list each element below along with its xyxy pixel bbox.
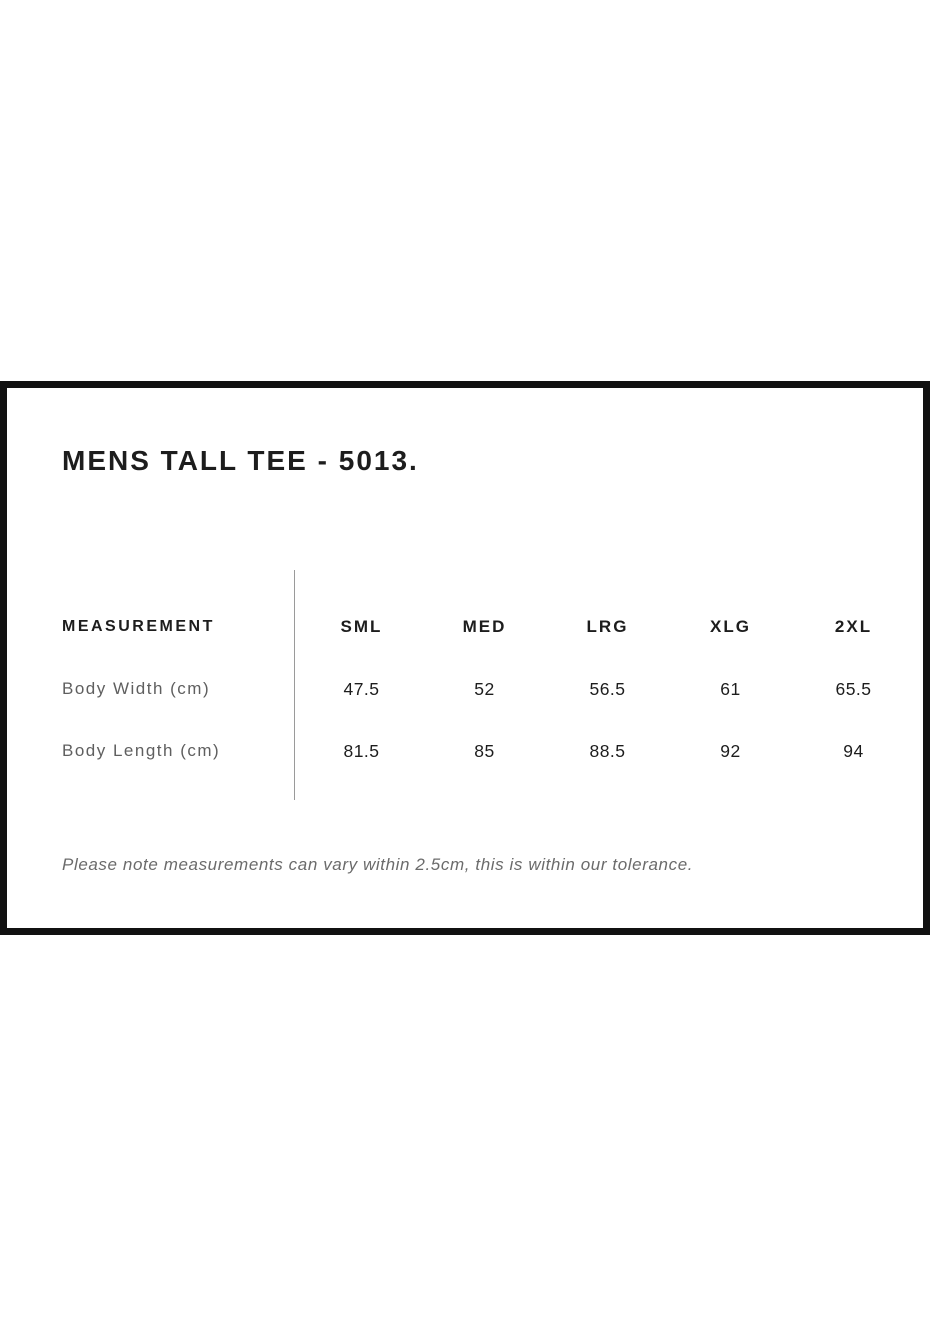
size-table xyxy=(62,596,915,782)
row-label-body-width: Body Width (cm) xyxy=(62,679,211,698)
measurement-column-header: MEASUREMENT xyxy=(62,618,215,635)
size-column-header-med: MED xyxy=(462,617,507,636)
body-length-value-xlg: 92 xyxy=(720,740,741,761)
size-column-header-2xl: 2XL xyxy=(834,617,873,636)
body-length-value-lrg: 88.5 xyxy=(589,740,626,761)
body-length-value-2xl: 94 xyxy=(843,740,864,761)
body-length-value-sml: 81.5 xyxy=(343,740,380,761)
body-width-value-lrg: 56.5 xyxy=(589,678,626,699)
body-width-value-med: 52 xyxy=(474,678,495,699)
size-column-header-lrg: LRG xyxy=(586,617,629,636)
body-length-value-med: 85 xyxy=(474,740,495,761)
body-width-value-2xl: 65.5 xyxy=(835,678,872,699)
body-width-value-xlg: 61 xyxy=(720,678,741,699)
size-chart-card xyxy=(0,381,930,935)
product-title: MENS TALL TEE - 5013. xyxy=(62,445,419,476)
row-label-body-length: Body Length (cm) xyxy=(62,741,221,760)
size-chart-card-inner xyxy=(7,388,923,928)
size-column-header-sml: SML xyxy=(340,617,383,636)
body-width-value-sml: 47.5 xyxy=(343,678,380,699)
size-column-header-xlg: XLG xyxy=(710,617,751,636)
tolerance-note: Please note measurements can vary within 2.5cm, this is within our tolerance. xyxy=(62,855,694,874)
